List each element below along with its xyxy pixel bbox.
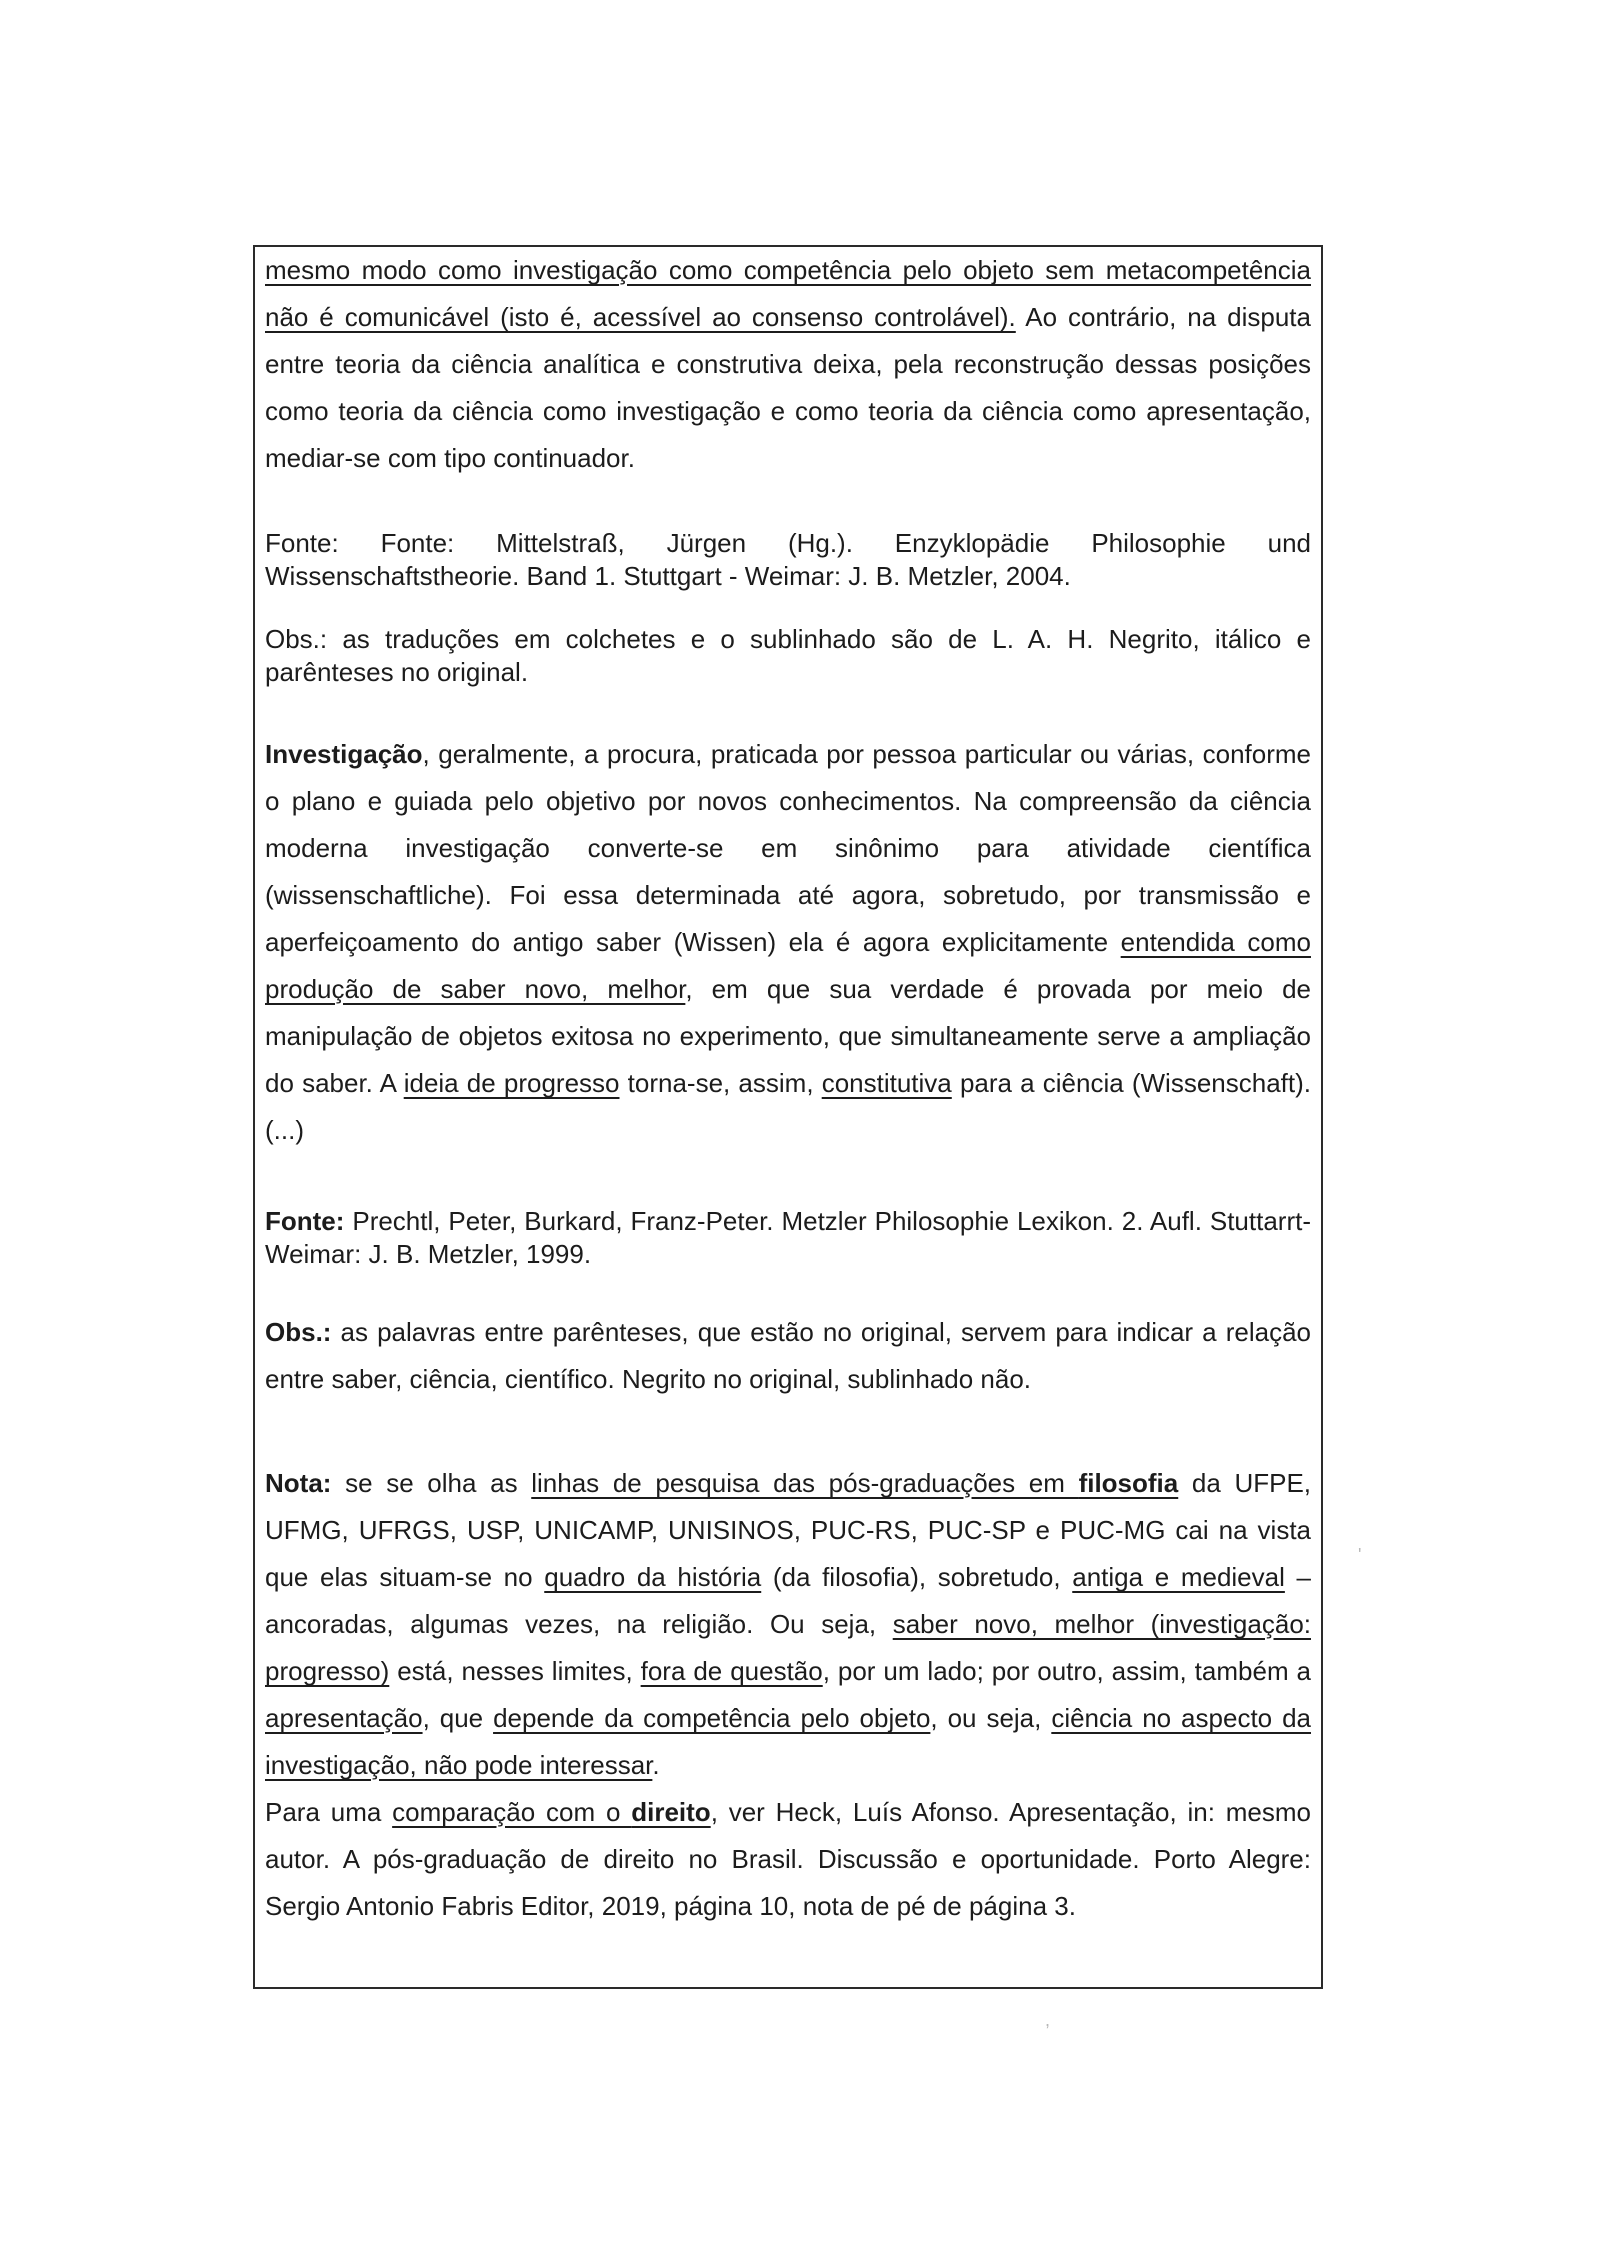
underlined-text: depende da competência pelo objeto <box>493 1703 931 1733</box>
paragraph-continuation <box>265 247 1311 482</box>
underlined-text: ciência no aspecto da investigação, não pode interessar <box>265 1703 1311 1780</box>
source-citation-2 <box>265 1205 1311 1271</box>
investigacao-definition <box>265 731 1311 1154</box>
observation-note-1: Obs.: as traduções em colchetes e o sublinhado são de L. A. H. Negrito, itálico e parênteses no original. <box>265 624 1311 687</box>
nota-paragraph <box>265 1460 1311 1789</box>
paragraph-text: está, nesses limites, <box>389 1656 641 1686</box>
source-citation-1: Fonte: Fonte: Mittelstraß, Jürgen (Hg.). Enzyklopädie Philosophie und Wissenschaftstheorie. Band 1. Stuttgart - Weimar: J. B. Metzler, 2004. <box>265 528 1311 591</box>
underlined-text: fora de questão <box>640 1656 823 1686</box>
scan-speck: ' <box>1358 1545 1362 1565</box>
paragraph-text: torna-se, assim, <box>619 1068 822 1098</box>
paragraph-text: , que <box>422 1703 494 1733</box>
obs-label: Obs.: <box>265 1317 332 1347</box>
obs-text: as palavras entre parênteses, que estão no original, servem para indicar a relação entre saber, ciência, científico. Negrito no original, sublinhado não. <box>265 1317 1311 1394</box>
paragraph-text: , em que sua verdade é provada por meio de manipulação de objetos exitosa no experimento, que simultaneamente serve a ampliação do saber. A <box>265 974 1311 1098</box>
bold-underlined-word: filosofia <box>1078 1468 1179 1498</box>
paragraph-text: se se olha as <box>331 1468 532 1498</box>
underlined-text: mesmo modo como investigação como competência pelo objeto sem metacompetência não é comunicável (isto é, acessível ao consenso controlável). <box>265 255 1311 332</box>
paragraph-text: Para uma <box>265 1797 393 1827</box>
nota-label: Nota: <box>265 1468 332 1498</box>
source-text: Prechtl, Peter, Burkard, Franz-Peter. Metzler Philosophie Lexikon. 2. Aufl. Stuttarrt-Weimar: J. B. Metzler, 1999. <box>265 1206 1311 1269</box>
bold-underlined-word: direito <box>631 1797 711 1827</box>
underlined-text: entendida como produção de saber novo, melhor <box>265 927 1311 1004</box>
paragraph-text: – ancoradas, algumas vezes, na religião. Ou seja, <box>265 1562 1311 1639</box>
comparison-paragraph <box>265 1789 1311 1930</box>
paragraph-text: da UFPE, UFMG, UFRGS, USP, UNICAMP, UNISINOS, PUC-RS, PUC-SP e PUC-MG cai na vista que elas situam-se no <box>265 1468 1312 1592</box>
paragraph-text: , ou seja, <box>930 1703 1052 1733</box>
paragraph-text: Ao contrário, na disputa entre teoria da ciência analítica e construtiva deixa, pela reconstrução dessas posições como teoria da ciência como investigação e como teoria da ciência como apresentação, mediar-se com tipo continuador. <box>265 302 1311 473</box>
underlined-text: constitutiva <box>821 1068 952 1098</box>
observation-note-2 <box>265 1309 1311 1403</box>
paragraph-text: . <box>652 1750 660 1780</box>
underlined-text: saber novo, melhor (investigação: progresso) <box>265 1609 1311 1686</box>
paragraph-text: para a ciência (Wissenschaft). (...) <box>265 1068 1311 1145</box>
underlined-text: apresentação <box>265 1703 423 1733</box>
paragraph-text: , ver Heck, Luís Afonso. Apresentação, in: mesmo autor. A pós-graduação de direito no Brasil. Discussão e oportunidade. Porto Alegre: Sergio Antonio Fabris Editor, 2019, página 10, nota de pé de página 3. <box>265 1797 1311 1921</box>
underlined-text <box>392 1797 711 1827</box>
source-label: Fonte: <box>265 1206 345 1236</box>
underlined-text: antiga e medieval <box>1072 1562 1285 1592</box>
underlined-text <box>531 1468 1178 1498</box>
paragraph-text: , geralmente, a procura, praticada por pessoa particular ou várias, conforme o plano e guiada pelo objetivo por novos conhecimentos. Na compreensão da ciência moderna investigação converte-se em sinônimo para atividade científica (wissenschaftliche). Foi essa determinada até agora, sobretudo, por transmissão e aperfeiçoamento do antigo saber (Wissen) ela é agora explicitamente <box>265 739 1311 957</box>
term-heading: Investigação <box>265 739 423 769</box>
paragraph-text: , por um lado; por outro, assim, também a <box>822 1656 1311 1686</box>
document-frame <box>253 245 1323 1989</box>
underlined-text: quadro da história <box>544 1562 762 1592</box>
underlined-segment: linhas de pesquisa das pós-graduações em <box>531 1468 1079 1498</box>
underlined-text: ideia de progresso <box>403 1068 620 1098</box>
scan-speck: , <box>1045 2010 1051 2030</box>
paragraph-text: (da filosofia), sobretudo, <box>761 1562 1073 1592</box>
underlined-segment: comparação com o <box>392 1797 632 1827</box>
